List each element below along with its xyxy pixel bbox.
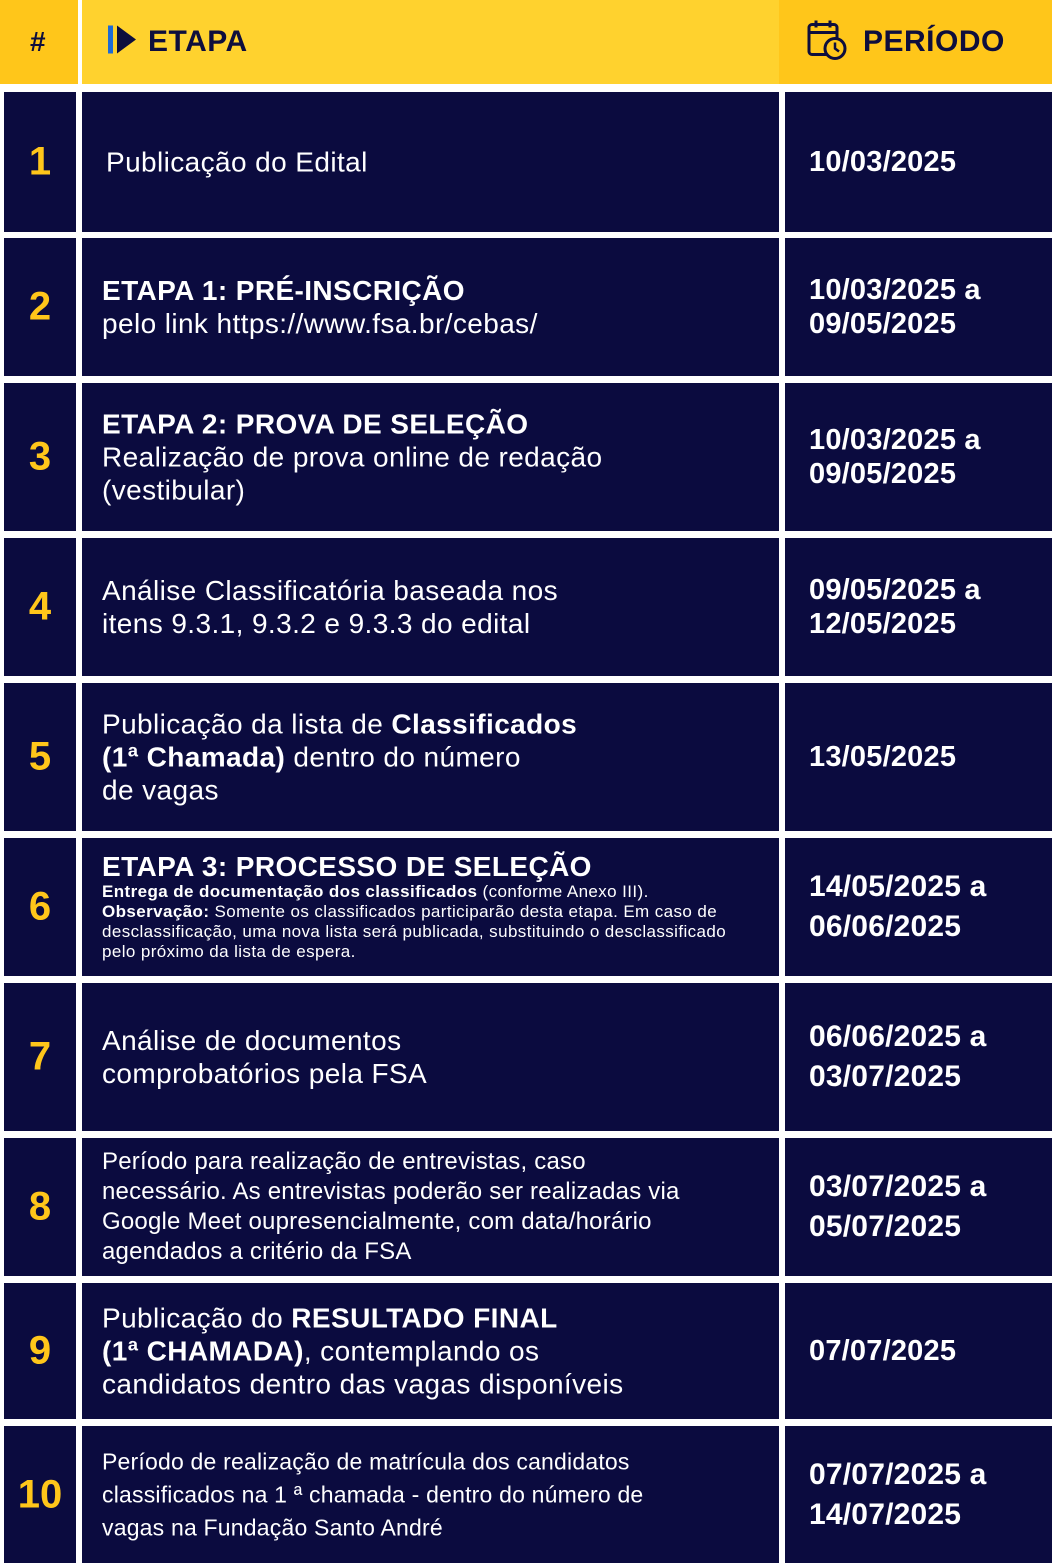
stage-line: Google Meet oupresencialmente, com data/horário (102, 1208, 652, 1235)
row-stage-cell (82, 683, 779, 831)
row-period-text (809, 1017, 1046, 1097)
period-line: 03/07/2025 (809, 1060, 962, 1093)
row-period-cell (785, 383, 1052, 531)
period-line: 09/05/2025 (809, 458, 957, 490)
stage-text: Somente os classificados participarão desta etapa. Em caso de (209, 902, 718, 921)
row-stage-cell (82, 238, 779, 376)
stage-line: de vagas (102, 774, 219, 806)
period-line: 06/06/2025 (809, 910, 962, 943)
period-line: 14/07/2025 (809, 1497, 962, 1531)
header-num-label: # (30, 26, 47, 57)
stage-emphasis: Classificados (391, 708, 578, 740)
row-stage-text (102, 1302, 765, 1401)
row-period-text (809, 273, 1046, 341)
row-number-cell (4, 838, 76, 976)
table-row (0, 683, 1052, 831)
row-stage-text (102, 274, 765, 340)
row-period-cell (785, 983, 1052, 1131)
table-header (0, 0, 1052, 84)
row-number-cell (4, 538, 76, 676)
stage-line: Realização de prova online de redação (102, 441, 603, 473)
row-number: 9 (28, 1328, 52, 1373)
period-line: 07/07/2025 a (809, 1457, 987, 1491)
header-stage-label: ETAPA (148, 25, 248, 58)
row-number: 4 (28, 584, 52, 629)
period-line: 12/05/2025 (809, 608, 957, 640)
stage-line: Análise de documentos (102, 1025, 402, 1056)
stage-emphasis: Observação: (102, 902, 210, 921)
stage-title: ETAPA 1: PRÉ-INSCRIÇÃO (102, 275, 465, 306)
stage-line: pelo próximo da lista de espera. (102, 942, 356, 961)
row-period-text (809, 867, 1046, 947)
stage-title: ETAPA 2: PROVA DE SELEÇÃO (102, 408, 529, 440)
table-row (0, 383, 1052, 531)
row-stage-cell (82, 92, 779, 232)
period-line: 10/03/2025 (809, 146, 957, 178)
row-stage-text (102, 708, 765, 807)
row-period-text (809, 145, 1046, 179)
stage-text: Publicação da lista de (102, 708, 392, 740)
row-number-cell (4, 1138, 76, 1276)
row-period-cell (785, 1426, 1052, 1563)
header-period-cell (779, 0, 1052, 84)
row-number-cell (4, 92, 76, 232)
row-period-cell (785, 238, 1052, 376)
period-line: 09/05/2025 a (809, 574, 981, 606)
row-period-cell (785, 538, 1052, 676)
stage-line: Período de realização de matrícula dos candidatos (102, 1448, 630, 1474)
play-step-icon (108, 24, 138, 61)
period-line: 06/06/2025 a (809, 1020, 987, 1053)
stage-text: dentro do número (285, 741, 521, 773)
row-number-cell (4, 1283, 76, 1419)
row-number-cell (4, 983, 76, 1131)
row-period-text (809, 1455, 1046, 1535)
stage-text: Publicação do (102, 1302, 292, 1334)
stage-emphasis: RESULTADO FINAL (291, 1302, 558, 1334)
row-number: 10 (17, 1472, 63, 1516)
stage-title: ETAPA 3: PROCESSO DE SELEÇÃO (102, 851, 592, 882)
row-number: 7 (28, 1034, 52, 1079)
header-stage-cell (82, 0, 779, 84)
row-period-text (809, 423, 1046, 491)
stage-emphasis: Entrega de documentação dos classificados (102, 882, 478, 901)
row-period-text (809, 573, 1046, 641)
stage-text: (conforme Anexo III). (477, 882, 649, 901)
period-line: 07/07/2025 (809, 1335, 957, 1367)
header-period-label: PERÍODO (863, 25, 1005, 58)
row-period-cell (785, 683, 1052, 831)
row-stage-cell (82, 538, 779, 676)
row-number-cell (4, 238, 76, 376)
stage-line: classificados na 1 ª chamada - dentro do número de (102, 1481, 644, 1507)
table-row (0, 1283, 1052, 1419)
table-row (0, 1426, 1052, 1563)
row-stage-text (102, 574, 765, 640)
stage-line: agendados a critério da FSA (102, 1238, 412, 1265)
table-row (0, 238, 1052, 376)
row-stage-text (102, 1445, 765, 1544)
row-stage-cell (82, 838, 779, 976)
row-period-cell (785, 1283, 1052, 1419)
row-number: 2 (28, 284, 52, 329)
row-period-cell (785, 1138, 1052, 1276)
period-line: 14/05/2025 a (809, 870, 987, 903)
table-row (0, 1138, 1052, 1276)
stage-line: Período para realização de entrevistas, caso (102, 1148, 586, 1175)
row-number: 1 (28, 139, 52, 184)
row-period-text (809, 1167, 1046, 1247)
period-line: 09/05/2025 (809, 308, 957, 340)
row-stage-cell (82, 1426, 779, 1563)
stage-line: necessário. As entrevistas poderão ser realizadas via (102, 1178, 680, 1205)
period-line: 10/03/2025 a (809, 274, 981, 306)
stage-emphasis: (1ª Chamada) (102, 741, 286, 773)
row-period-text (809, 1334, 1046, 1368)
calendar-clock-icon (807, 19, 847, 66)
stage-line: pelo link https://www.fsa.br/cebas/ (102, 308, 538, 339)
row-stage-cell (82, 1283, 779, 1419)
table-row (0, 838, 1052, 976)
row-stage-text (102, 852, 765, 962)
row-number: 8 (28, 1184, 52, 1229)
table-row (0, 92, 1052, 232)
stage-text: , contemplando os (303, 1335, 540, 1367)
stage-line: Publicação do Edital (106, 146, 368, 178)
table-row (0, 538, 1052, 676)
period-line: 03/07/2025 a (809, 1170, 987, 1203)
row-number-cell (4, 1426, 76, 1563)
row-number: 3 (28, 434, 52, 479)
period-line: 10/03/2025 a (809, 424, 981, 456)
stage-line: candidatos dentro das vagas disponíveis (102, 1368, 624, 1400)
stage-line: (vestibular) (102, 474, 246, 506)
row-stage-cell (82, 1138, 779, 1276)
row-stage-cell (82, 383, 779, 531)
period-line: 05/07/2025 (809, 1210, 962, 1243)
table-row (0, 983, 1052, 1131)
stage-line: Análise Classificatória baseada nos (102, 575, 559, 606)
row-number-cell (4, 383, 76, 531)
stage-emphasis: (1ª CHAMADA) (102, 1335, 304, 1367)
row-stage-text (106, 146, 765, 179)
stage-line: vagas na Fundação Santo André (102, 1514, 443, 1540)
row-stage-text (102, 1024, 765, 1090)
row-number-cell (4, 683, 76, 831)
period-line: 13/05/2025 (809, 741, 957, 773)
row-period-text (809, 740, 1046, 774)
row-period-cell (785, 92, 1052, 232)
row-number: 6 (28, 884, 52, 929)
stage-line: itens 9.3.1, 9.3.2 e 9.3.3 do edital (102, 608, 531, 639)
row-period-cell (785, 838, 1052, 976)
stage-line: desclassificação, uma nova lista será publicada, substituindo o desclassificado (102, 922, 727, 941)
row-stage-text (102, 408, 765, 507)
row-number: 5 (28, 734, 52, 779)
header-num-cell (0, 0, 78, 84)
row-stage-text (102, 1147, 765, 1267)
stage-line: comprobatórios pela FSA (102, 1058, 428, 1089)
row-stage-cell (82, 983, 779, 1131)
